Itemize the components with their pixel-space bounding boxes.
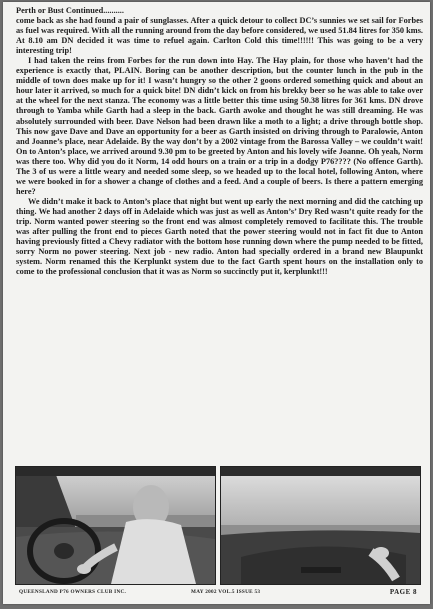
footer-page-number: PAGE 8 — [389, 588, 417, 596]
photo-strip — [15, 466, 420, 584]
article-paragraph-1: come back as she had found a pair of sunglasses. After a quick detour to collect DC’s sunnies we set sail for Forbes as fuel was required. With all the running around from the day before considered, we used 51.84 litres for 350 kms. At 8.10 am DN decided it was time to refuel again. Carlton Cold this time!!!!!! This was going to be a very interesting trip! — [16, 16, 423, 56]
article-body — [16, 6, 423, 277]
article-title: Perth or Bust Continued.......... — [16, 6, 124, 15]
photo-driver-interior — [15, 466, 216, 585]
photo-windscreen-view — [220, 466, 421, 585]
article-paragraph-2: I had taken the reins from Forbes for the run down into Hay. The Hay plain, for those who haven’t had the experience is exactly that, PLAIN. Boring can be another description, but the counter lunch in the pub in the middle of town does make up for it! I wasn’t hungry so the other 2 goons ordered something quick and about an hour later it arrived, so much for a quick bite! DN didn’t kick on from his brekky beer so he was able to take over at the wheel for the next stanza. The economy was a little better this time using 50.38 litres for 361 kms. DN drove through to Yamba while Garth had a sleep in the back. Garth awoke and thought he was still dreaming. He was absolutely surrounded with beer. Dave Nelson had been drawn like a moth to a light; a drive through bottle shop. This now gave Dave and Dave an opportunity for a beer as Garth insisted on driving through to Paralowie, Anton and Joanne’s place, near Adelaide. By the way don’t by a 2002 vintage from the Barossa Valley – we couldn’t wait! On to Anton’s place, we arrived around 9.30 pm to be greeted by Anton and his lovely wife Joanne. Oh yeah, Norm was there too. Why did you do it Norm, 14 odd hours on a train or a trip in a dodgy P76???? (No offence Garth). The 3 of us were a little weary and needed some sleep, so we headed up to the local hotel, following Anton, where we were booked in for a shower a change of clothes and a feed. And a couple of beers. Is there a pattern emerging here? — [16, 56, 423, 196]
newsletter-page — [3, 2, 430, 604]
footer-issue-info: MAY 2002 VOL.5 ISSUE 53 — [191, 589, 261, 595]
article-paragraph-3: We didn’t make it back to Anton’s place that night but went up early the next morning and did the catching up thing. We had another 2 days off in Adelaide which was just as well as Anton’s’ Dry Red wasn’t quite ready for the trip. Norm wanted power steering so the front end was almost completely removed to facilitate this. The trouble was after pulling the front end to pieces Garth noted that the power steering would not in fact fit due to Anton having previously fitted a Chevy radiator with the bottom hose running down where the pump needed to be fitted, sorry Norm no power steering. Next job - new radio. Anton had specially ordered in a brand new Blaupunkt system. Norm renamed this the Kerplunkt system due to the fact Garth spent hours on the installation only to come to the professional conclusion that it was as Norm so succinctly put it, kerplunkt!!! — [16, 196, 423, 277]
footer-club-name: QUEENSLAND P76 OWNERS CLUB INC. — [19, 589, 127, 595]
